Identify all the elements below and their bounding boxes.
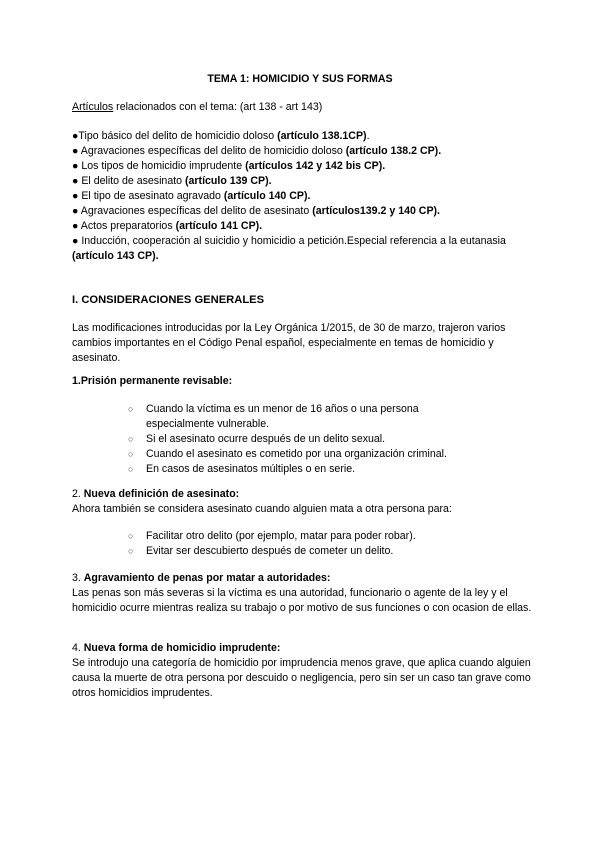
list-item: ● Actos preparatorios (artículo 141 CP). — [72, 220, 263, 232]
intro-paragraph: Las modificaciones introducidas por la Ley Orgánica 1/2015, de 30 de marzo, trajeron varios cambios importantes en el Código Penal español, especialmente en temas de homicidio y asesinato. — [72, 322, 506, 364]
intro-text: relacionados con el tema: (art 138 - art 143) — [113, 101, 323, 113]
list-item: ○ Cuando el asesinato es cometido por una organización criminal. — [128, 448, 447, 460]
circle-bullet-icon: ○ — [128, 464, 134, 474]
circle-bullet-icon: ○ — [128, 434, 134, 444]
page-title: TEMA 1: HOMICIDIO Y SUS FORMAS — [207, 73, 393, 85]
list-item: ● Los tipos de homicidio imprudente (artículos 142 y 142 bis CP). — [72, 160, 386, 172]
article-bullet-list — [72, 129, 542, 264]
point-1-list — [128, 402, 488, 477]
list-item: ● El tipo de asesinato agravado (artículo 140 CP). — [72, 190, 311, 202]
list-item: ● El delito de asesinato (artículo 139 CP). — [72, 175, 272, 187]
intro-line — [72, 100, 532, 115]
point-1-heading: 1.Prisión permanente revisable: — [72, 375, 233, 387]
list-item: ●Tipo básico del delito de homicidio doloso (artículo 138.1CP). — [72, 130, 370, 142]
point-4-text: Se introdujo una categoría de homicidio por imprudencia menos grave, que aplica cuando alguien causa la muerte de otra persona por descuido o negligencia, pero sin ser un caso tan grave como otros homicidios imprudentes. — [72, 657, 531, 699]
circle-bullet-icon: ○ — [128, 404, 134, 414]
circle-bullet-icon: ○ — [128, 531, 134, 541]
point-2-list — [128, 529, 488, 559]
point-2-heading: Nueva definición de asesinato: — [83, 488, 240, 500]
circle-bullet-icon: ○ — [128, 546, 134, 556]
list-item: ○ Si el asesinato ocurre después de un delito sexual. — [128, 433, 386, 445]
section-heading: I. CONSIDERACIONES GENERALES — [72, 294, 265, 306]
list-item: ● Agravaciones específicas del delito de asesinato (artículos139.2 y 140 CP). — [72, 205, 440, 217]
point-2: 2. Nueva definición de asesinato: Ahora también se considera asesinato cuando alguien mata a otra persona para: — [72, 487, 542, 517]
point-3-text: Las penas son más severas si la víctima es una autoridad, funcionario o agente de la ley y el homicidio ocurre mientras realiza su trabajo o por motivo de sus funciones o con ocasion de ellas. — [72, 587, 532, 614]
point-3: 3. Agravamiento de penas por matar a autoridades: Las penas son más severas si la víctima es una autoridad, funcionario o agente de la ley y el homicidio ocurre mientras realiza su trabajo o por motivo de sus funciones o con ocasion de ellas. — [72, 571, 542, 616]
point-4-heading: Nueva forma de homicidio imprudente: — [83, 642, 281, 654]
list-item: ○ En casos de asesinatos múltiples o en serie. — [128, 463, 356, 475]
list-item: ○ Facilitar otro delito (por ejemplo, matar para poder robar). — [128, 530, 416, 542]
list-item: ○ Evitar ser descubierto después de cometer un delito. — [128, 545, 394, 557]
list-item: ● Inducción, cooperación al suicidio y homicidio a petición.Especial referencia a la eutanasia (artículo 143 CP). — [72, 235, 506, 262]
circle-bullet-icon: ○ — [128, 449, 134, 459]
intro-label: Artículos — [72, 101, 114, 113]
point-3-heading: Agravamiento de penas por matar a autoridades: — [83, 572, 331, 584]
list-item: ○ Cuando la víctima es un menor de 16 años o una persona especialmente vulnerable. — [128, 403, 419, 430]
point-4: 4. Nueva forma de homicidio imprudente: Se introdujo una categoría de homicidio por imprudencia menos grave, que aplica cuando alguien causa la muerte de otra persona por descuido o negligencia, pero sin ser un caso tan grave como otros homicidios imprudentes. — [72, 641, 542, 701]
point-2-text: Ahora también se considera asesinato cuando alguien mata a otra persona para: — [72, 503, 452, 515]
list-item: ● Agravaciones específicas del delito de homicidio doloso (artículo 138.2 CP). — [72, 145, 442, 157]
